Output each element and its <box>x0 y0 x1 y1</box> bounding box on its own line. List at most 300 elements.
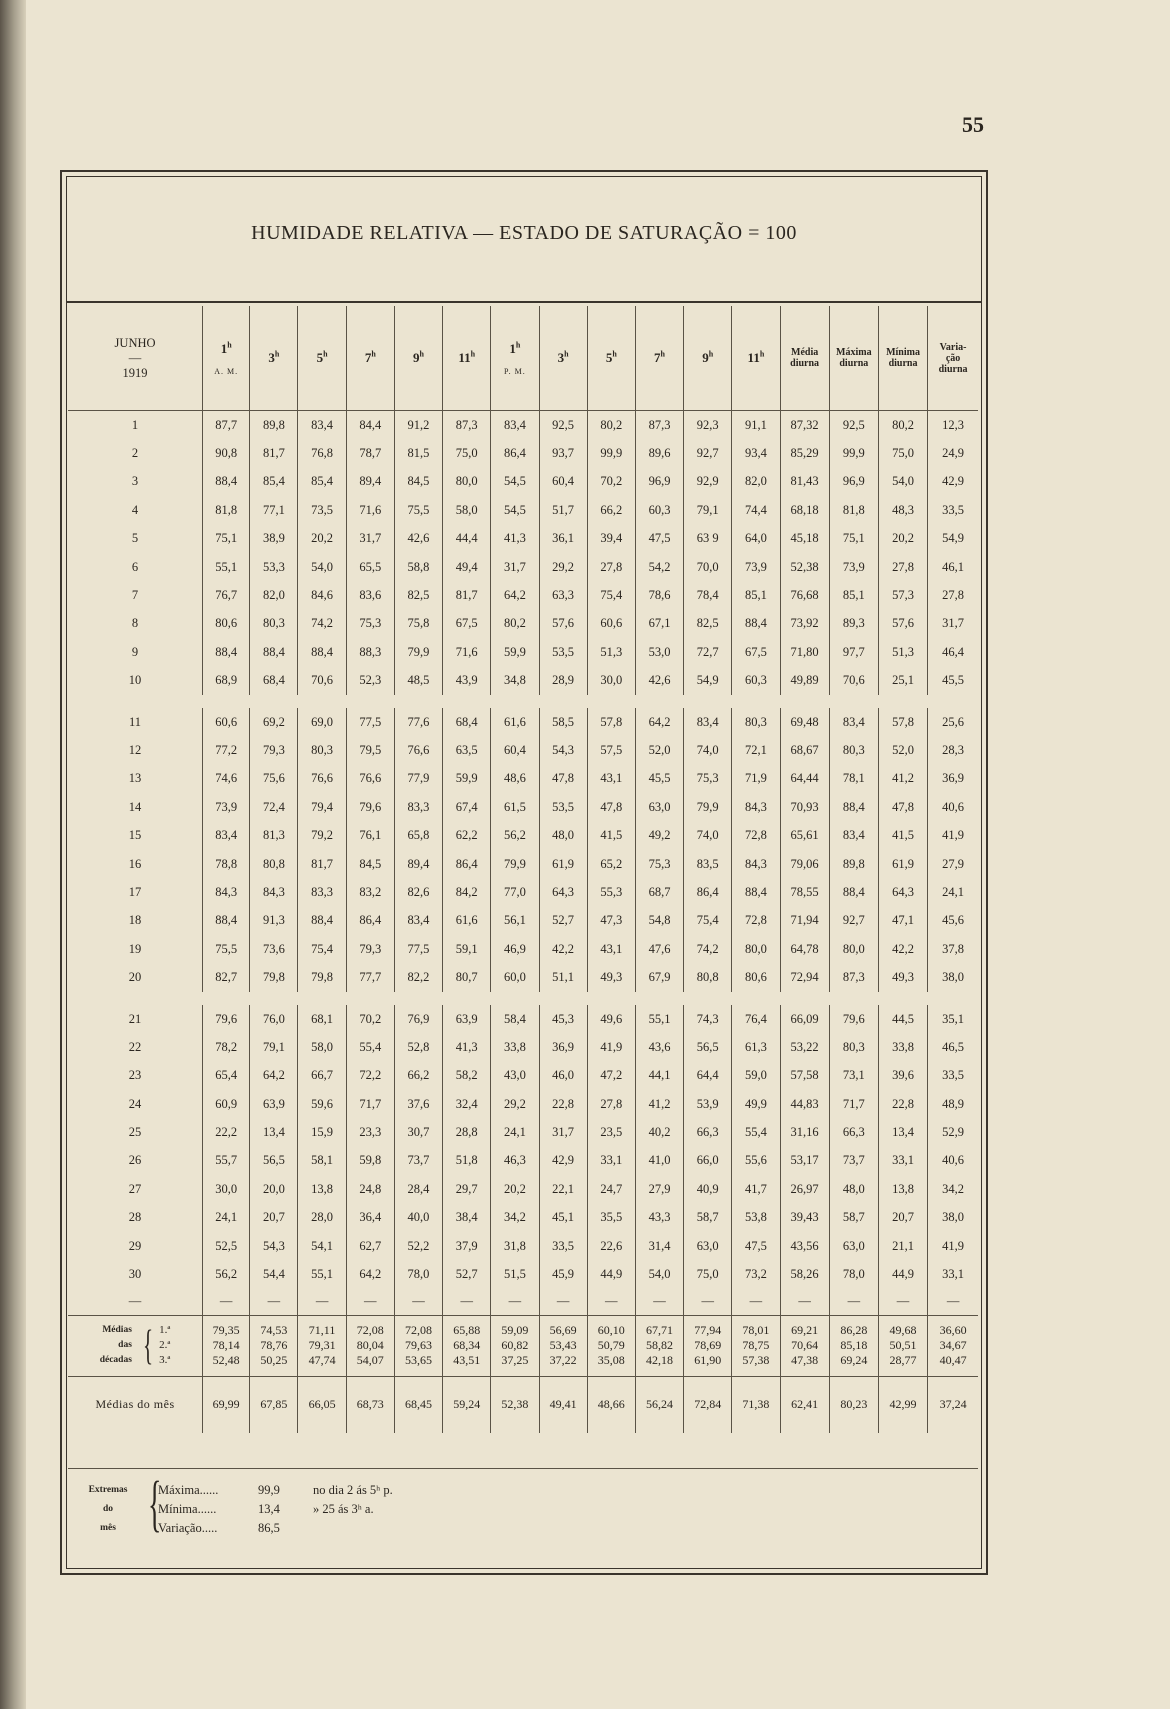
table-cell: 54,0 <box>298 553 346 581</box>
table-cell: 59,0 <box>732 1062 780 1090</box>
table-cell: 80,2 <box>491 610 539 638</box>
hour-value: 5$^h$ <box>316 349 328 366</box>
table-cell: 88,4 <box>732 610 780 638</box>
decade-label-line: décadas <box>99 1355 132 1366</box>
dash-cell: — <box>780 1289 829 1316</box>
stat-header-line: diurna <box>790 358 820 369</box>
table-cell: 24,1 <box>928 878 978 906</box>
table-cell: 83,3 <box>394 793 442 821</box>
stat-header-line: diurna <box>888 358 918 369</box>
table-cell: 78,7 <box>346 439 394 467</box>
decade-ordinal: 1.ª <box>159 1324 171 1337</box>
decade-label-words <box>100 1323 132 1368</box>
table-cell: 82,0 <box>250 581 298 609</box>
table-cell: 67,1 <box>635 610 683 638</box>
table-cell: 37,8 <box>928 935 978 963</box>
table-cell: 45,3 <box>539 1005 587 1033</box>
table-cell: 51,3 <box>878 638 927 666</box>
table-cell: 67,9 <box>635 963 683 991</box>
decade-value: 53,43 <box>549 1338 577 1353</box>
table-cell: 53,22 <box>780 1033 829 1061</box>
decade-cell <box>443 1315 491 1376</box>
table-cell: 55,1 <box>203 553 250 581</box>
table-cell: 57,8 <box>878 708 927 736</box>
table-cell: 71,80 <box>780 638 829 666</box>
table-cell: 54,9 <box>928 525 978 553</box>
decade-value: 60,82 <box>501 1338 529 1353</box>
table-cell: 81,7 <box>298 850 346 878</box>
table-cell: 67,4 <box>443 793 491 821</box>
table-cell: 58,7 <box>829 1204 878 1232</box>
table-cell: 84,4 <box>346 411 394 440</box>
hour-suffix: h <box>564 349 569 359</box>
table-cell: 76,8 <box>298 439 346 467</box>
table-cell: 27,9 <box>928 850 978 878</box>
table-cell: 80,3 <box>829 736 878 764</box>
table-cell: 61,9 <box>539 850 587 878</box>
day-number: 8 <box>131 616 139 631</box>
month-mean-cell: 68,45 <box>394 1376 442 1433</box>
table-cell: 81,8 <box>203 496 250 524</box>
table-cell: 84,3 <box>250 878 298 906</box>
table-cell: 49,3 <box>878 963 927 991</box>
decade-cell <box>298 1315 346 1376</box>
decade-value: 79,63 <box>404 1338 432 1353</box>
gap-cell <box>68 695 978 708</box>
table-cell: 86,4 <box>346 907 394 935</box>
table-cell: 73,6 <box>250 935 298 963</box>
table-cell: 81,7 <box>443 581 491 609</box>
table-cell: 75,3 <box>346 610 394 638</box>
table-cell: 31,8 <box>491 1232 539 1260</box>
table-cell: 73,9 <box>203 793 250 821</box>
table-cell: 79,6 <box>829 1005 878 1033</box>
table-cell: 77,5 <box>346 708 394 736</box>
decade-value: 28,77 <box>889 1353 917 1368</box>
extremes-label-line: do <box>102 1504 114 1514</box>
table-cell: 32,4 <box>443 1090 491 1118</box>
table-cell: 60,0 <box>491 963 539 991</box>
table-cell: 27,8 <box>587 553 635 581</box>
table-cell: 84,5 <box>346 850 394 878</box>
table-cell: 45,18 <box>780 525 829 553</box>
decade-value: 50,51 <box>889 1338 917 1353</box>
decade-value: 72,08 <box>404 1323 432 1338</box>
table-row <box>68 553 978 581</box>
table-cell: 71,6 <box>443 638 491 666</box>
table-row <box>68 411 978 440</box>
table-cell: 66,2 <box>394 1062 442 1090</box>
extreme-value: 86,5 <box>258 1521 280 1535</box>
table-cell: 29,2 <box>539 553 587 581</box>
table-row <box>68 1260 978 1288</box>
table-cell: 60,4 <box>491 736 539 764</box>
table-cell: 65,8 <box>394 821 442 849</box>
table-cell: 48,6 <box>491 765 539 793</box>
table-cell: 64,78 <box>780 935 829 963</box>
table-cell: 53,0 <box>635 638 683 666</box>
table-cell: 52,3 <box>346 667 394 695</box>
day-number: 5 <box>131 531 139 546</box>
month-mean-cell: 62,41 <box>780 1376 829 1433</box>
table-cell: 85,1 <box>829 581 878 609</box>
table-cell: 20,2 <box>491 1175 539 1203</box>
decade-value: 43,51 <box>453 1353 481 1368</box>
table-cell: 24,8 <box>346 1175 394 1203</box>
table-row <box>68 708 978 736</box>
table-cell: 80,0 <box>829 935 878 963</box>
table-cell: 41,5 <box>878 821 927 849</box>
month-mean-cell: 37,24 <box>928 1376 978 1433</box>
day-number: 28 <box>128 1210 142 1225</box>
table-cell: 25,1 <box>878 667 927 695</box>
table-cell: 60,3 <box>635 496 683 524</box>
decade-ordinals <box>159 1323 170 1368</box>
table-cell: 51,3 <box>587 638 635 666</box>
table-cell: 70,93 <box>780 793 829 821</box>
decade-value: 69,24 <box>840 1353 868 1368</box>
day-number: 18 <box>128 913 142 928</box>
hour-value: 11$^h$ <box>458 349 476 366</box>
table-cell: 41,3 <box>491 525 539 553</box>
table-row <box>68 638 978 666</box>
table-cell: 75,3 <box>635 850 683 878</box>
table-cell: 15,9 <box>298 1118 346 1146</box>
day-number: 21 <box>128 1011 142 1026</box>
decade-value: 85,18 <box>840 1338 868 1353</box>
table-cell: 91,2 <box>394 411 442 440</box>
extremes-label <box>72 1481 144 1538</box>
decade-value: 56,69 <box>549 1323 577 1338</box>
table-cell: 63,9 <box>443 1005 491 1033</box>
table-cell: 57,58 <box>780 1062 829 1090</box>
table-cell: 40,0 <box>394 1204 442 1232</box>
table-cell: 88,4 <box>203 638 250 666</box>
table-cell: 74,6 <box>203 765 250 793</box>
dash-cell: — <box>250 1289 298 1316</box>
day-number: 25 <box>128 1125 142 1140</box>
table-cell: 52,2 <box>394 1232 442 1260</box>
table-cell: 88,4 <box>298 638 346 666</box>
hour-suffix: h <box>227 340 232 350</box>
table-cell: 76,7 <box>203 581 250 609</box>
table-cell: 72,1 <box>732 736 780 764</box>
table-cell: 58,4 <box>491 1005 539 1033</box>
decade-ordinal: 2.ª <box>159 1339 171 1352</box>
table-row <box>68 850 978 878</box>
table-cell: 58,5 <box>539 708 587 736</box>
table-cell: 28,0 <box>298 1204 346 1232</box>
extreme-row <box>158 1500 393 1519</box>
day-number: 30 <box>128 1267 142 1282</box>
am-pm-label: A. M. <box>214 366 239 376</box>
table-cell: 40,9 <box>684 1175 732 1203</box>
decade-value: 78,01 <box>742 1323 770 1338</box>
table-cell: 22,6 <box>587 1232 635 1260</box>
table-row <box>68 1118 978 1146</box>
stat-header <box>928 306 978 411</box>
table-cell: 30,7 <box>394 1118 442 1146</box>
decade-value: 79,35 <box>212 1323 240 1338</box>
table-cell: 57,5 <box>587 736 635 764</box>
table-cell: 75,1 <box>829 525 878 553</box>
table-cell: 76,68 <box>780 581 829 609</box>
day-number: 16 <box>128 856 142 871</box>
table-cell: 76,9 <box>394 1005 442 1033</box>
table-cell: 74,0 <box>684 821 732 849</box>
table-cell: 61,6 <box>443 907 491 935</box>
table-cell: 60,6 <box>203 708 250 736</box>
table-cell: 54,9 <box>684 667 732 695</box>
month-means-row <box>68 1376 978 1433</box>
table-cell: 74,2 <box>684 935 732 963</box>
table-cell: 83,6 <box>346 581 394 609</box>
day-number: 2 <box>131 446 139 461</box>
extremes-label-line: mês <box>100 1523 116 1533</box>
table-cell: 48,9 <box>928 1090 978 1118</box>
table-cell: 30,0 <box>587 667 635 695</box>
table-cell: 84,3 <box>732 793 780 821</box>
table-cell: 37,9 <box>443 1232 491 1260</box>
day-number: 17 <box>128 884 142 899</box>
table-cell: 78,0 <box>394 1260 442 1288</box>
decade-label-group <box>68 1323 202 1368</box>
table-cell: 79,6 <box>346 793 394 821</box>
table-cell: 70,6 <box>298 667 346 695</box>
table-cell: 47,5 <box>635 525 683 553</box>
table-cell: 55,3 <box>587 878 635 906</box>
table-cell: 78,8 <box>203 850 250 878</box>
table-cell: 47,6 <box>635 935 683 963</box>
hour-suffix: h <box>470 349 476 359</box>
table-cell: 51,8 <box>443 1147 491 1175</box>
decade-cell <box>491 1315 539 1376</box>
table-row <box>68 610 978 638</box>
table-cell: 47,3 <box>587 907 635 935</box>
table-cell: 72,4 <box>250 793 298 821</box>
decade-ordinal: 3.ª <box>159 1354 171 1367</box>
table-cell: 43,1 <box>587 765 635 793</box>
table-cell: 20,7 <box>250 1204 298 1232</box>
hour-suffix: h <box>323 349 328 359</box>
decade-value: 47,38 <box>791 1353 819 1368</box>
table-cell: 31,4 <box>635 1232 683 1260</box>
table-cell: 88,4 <box>203 468 250 496</box>
table-cell: 75,3 <box>684 765 732 793</box>
table-cell: 52,7 <box>443 1260 491 1288</box>
table-cell: 58,0 <box>443 496 491 524</box>
table-cell: 70,2 <box>346 1005 394 1033</box>
table-cell: 42,9 <box>928 468 978 496</box>
decade-value: 78,75 <box>742 1338 770 1353</box>
table-cell: 24,1 <box>203 1204 250 1232</box>
table-row <box>68 1232 978 1260</box>
table-cell: 65,2 <box>587 850 635 878</box>
table-cell: 36,9 <box>539 1033 587 1061</box>
decade-means-row <box>68 1315 978 1376</box>
year-label: 1919 <box>122 365 148 380</box>
gap-cell <box>68 992 978 1005</box>
table-cell: 79,9 <box>394 638 442 666</box>
table-cell: 60,4 <box>539 468 587 496</box>
month-mean-cell: 52,38 <box>491 1376 539 1433</box>
table-cell: 12,3 <box>928 411 978 440</box>
table-cell: 41,7 <box>732 1175 780 1203</box>
table-cell: 56,1 <box>491 907 539 935</box>
table-cell: 34,8 <box>491 667 539 695</box>
table-cell: 96,9 <box>829 468 878 496</box>
table-cell: 80,8 <box>684 963 732 991</box>
table-cell: 34,2 <box>928 1175 978 1203</box>
table-cell: 61,9 <box>878 850 927 878</box>
hour-value: 1$^h$ <box>220 340 232 356</box>
decade-value: 78,14 <box>212 1338 240 1353</box>
table-cell: 23,5 <box>587 1118 635 1146</box>
dash-cell: — <box>491 1289 539 1316</box>
month-mean-cell: 59,24 <box>443 1376 491 1433</box>
table-cell: 33,5 <box>539 1232 587 1260</box>
table-cell: 71,7 <box>346 1090 394 1118</box>
month-mean-cell: 69,99 <box>203 1376 250 1433</box>
table-cell: 81,3 <box>250 821 298 849</box>
table-cell: 81,8 <box>829 496 878 524</box>
extreme-name: Variação..... <box>158 1521 218 1535</box>
decade-cell <box>684 1315 732 1376</box>
table-cell: 58,8 <box>394 553 442 581</box>
table-cell: 77,9 <box>394 765 442 793</box>
table-cell: 58,7 <box>684 1204 732 1232</box>
table-cell: 78,55 <box>780 878 829 906</box>
decade-value: 35,08 <box>597 1353 625 1368</box>
decade-value: 86,28 <box>840 1323 868 1338</box>
day-number: 6 <box>131 559 139 574</box>
month-mean-cell: 72,84 <box>684 1376 732 1433</box>
table-cell: 28,4 <box>394 1175 442 1203</box>
table-cell: 28,3 <box>928 736 978 764</box>
decade-value: 37,25 <box>501 1353 529 1368</box>
hour-suffix: h <box>371 349 376 359</box>
table-cell: 49,3 <box>587 963 635 991</box>
table-cell: 92,7 <box>684 439 732 467</box>
table-cell: 40,6 <box>928 793 978 821</box>
decade-value: 67,71 <box>646 1323 673 1338</box>
table-cell: 44,1 <box>635 1062 683 1090</box>
table-cell: 91,3 <box>250 907 298 935</box>
table-cell: 99,9 <box>587 439 635 467</box>
table-cell: 31,7 <box>491 553 539 581</box>
dash-cell: — <box>635 1289 683 1316</box>
table-cell: 79,4 <box>298 793 346 821</box>
table-row <box>68 496 978 524</box>
table-cell: 49,89 <box>780 667 829 695</box>
table-cell: 49,6 <box>587 1005 635 1033</box>
table-row <box>68 525 978 553</box>
table-cell: 60,3 <box>732 667 780 695</box>
table-cell: 75,8 <box>394 610 442 638</box>
table-row <box>68 736 978 764</box>
extreme-value: 13,4 <box>258 1502 280 1516</box>
table-cell: 55,1 <box>635 1005 683 1033</box>
table-row <box>68 468 978 496</box>
table-cell: 13,8 <box>298 1175 346 1203</box>
table-cell: 80,3 <box>298 736 346 764</box>
table-cell: 83,4 <box>203 821 250 849</box>
table-cell: 79,1 <box>684 496 732 524</box>
dash-cell: — <box>394 1289 442 1316</box>
table-cell: 70,6 <box>829 667 878 695</box>
table-cell: 93,4 <box>732 439 780 467</box>
table-cell: 66,09 <box>780 1005 829 1033</box>
table-cell: 54,5 <box>491 468 539 496</box>
table-cell: 87,3 <box>635 411 683 440</box>
table-cell: 63,5 <box>443 736 491 764</box>
stat-header-line: diurna <box>839 358 869 369</box>
decade-value: 36,60 <box>939 1323 967 1338</box>
table-cell: 33,5 <box>928 496 978 524</box>
table-cell: 66,0 <box>684 1147 732 1175</box>
hour-value: 11$^h$ <box>747 349 765 366</box>
table-cell: 52,0 <box>635 736 683 764</box>
day-number: 1 <box>131 417 139 432</box>
table-row <box>68 1175 978 1203</box>
table-cell: 53,5 <box>539 793 587 821</box>
table-cell: 74,2 <box>298 610 346 638</box>
table-cell: 69,0 <box>298 708 346 736</box>
dash-cell: — <box>443 1289 491 1316</box>
table-cell: 80,8 <box>250 850 298 878</box>
table-cell: 46,1 <box>928 553 978 581</box>
table-cell: 82,2 <box>394 963 442 991</box>
table-cell: 34,2 <box>491 1204 539 1232</box>
table-cell: 85,1 <box>732 581 780 609</box>
decade-value: 77,94 <box>694 1323 722 1338</box>
extreme-note: no dia 2 ás 5ʰ p. <box>313 1483 393 1497</box>
table-row <box>68 581 978 609</box>
hour-value: 3$^h$ <box>557 349 569 366</box>
stat-header-line: ção <box>945 352 961 364</box>
table-row <box>68 1005 978 1033</box>
table-cell: 64,3 <box>878 878 927 906</box>
table-cell: 39,6 <box>878 1062 927 1090</box>
table-cell: 78,4 <box>684 581 732 609</box>
decade-cell <box>928 1315 978 1376</box>
table-cell: 80,0 <box>732 935 780 963</box>
day-number: 9 <box>131 644 139 659</box>
table-cell: 56,5 <box>684 1033 732 1061</box>
table-cell: 84,3 <box>203 878 250 906</box>
table-cell: 42,2 <box>539 935 587 963</box>
table-cell: 79,5 <box>346 736 394 764</box>
day-number: 3 <box>131 474 139 489</box>
table-cell: 61,5 <box>491 793 539 821</box>
table-cell: 84,5 <box>394 468 442 496</box>
table-cell: 92,5 <box>829 411 878 440</box>
table-cell: 33,1 <box>878 1147 927 1175</box>
decade-value: 72,08 <box>356 1323 384 1338</box>
table-cell: 77,7 <box>346 963 394 991</box>
table-cell: 41,9 <box>928 1232 978 1260</box>
table-cell: 71,94 <box>780 907 829 935</box>
hour-header <box>298 306 346 411</box>
table-cell: 75,0 <box>878 439 927 467</box>
table-cell: 83,4 <box>829 708 878 736</box>
table-cell: 88,4 <box>829 793 878 821</box>
table-cell: 46,3 <box>491 1147 539 1175</box>
table-cell: 63,0 <box>684 1232 732 1260</box>
decade-gap <box>68 992 978 1005</box>
table-cell: 48,0 <box>539 821 587 849</box>
decade-cell <box>635 1315 683 1376</box>
